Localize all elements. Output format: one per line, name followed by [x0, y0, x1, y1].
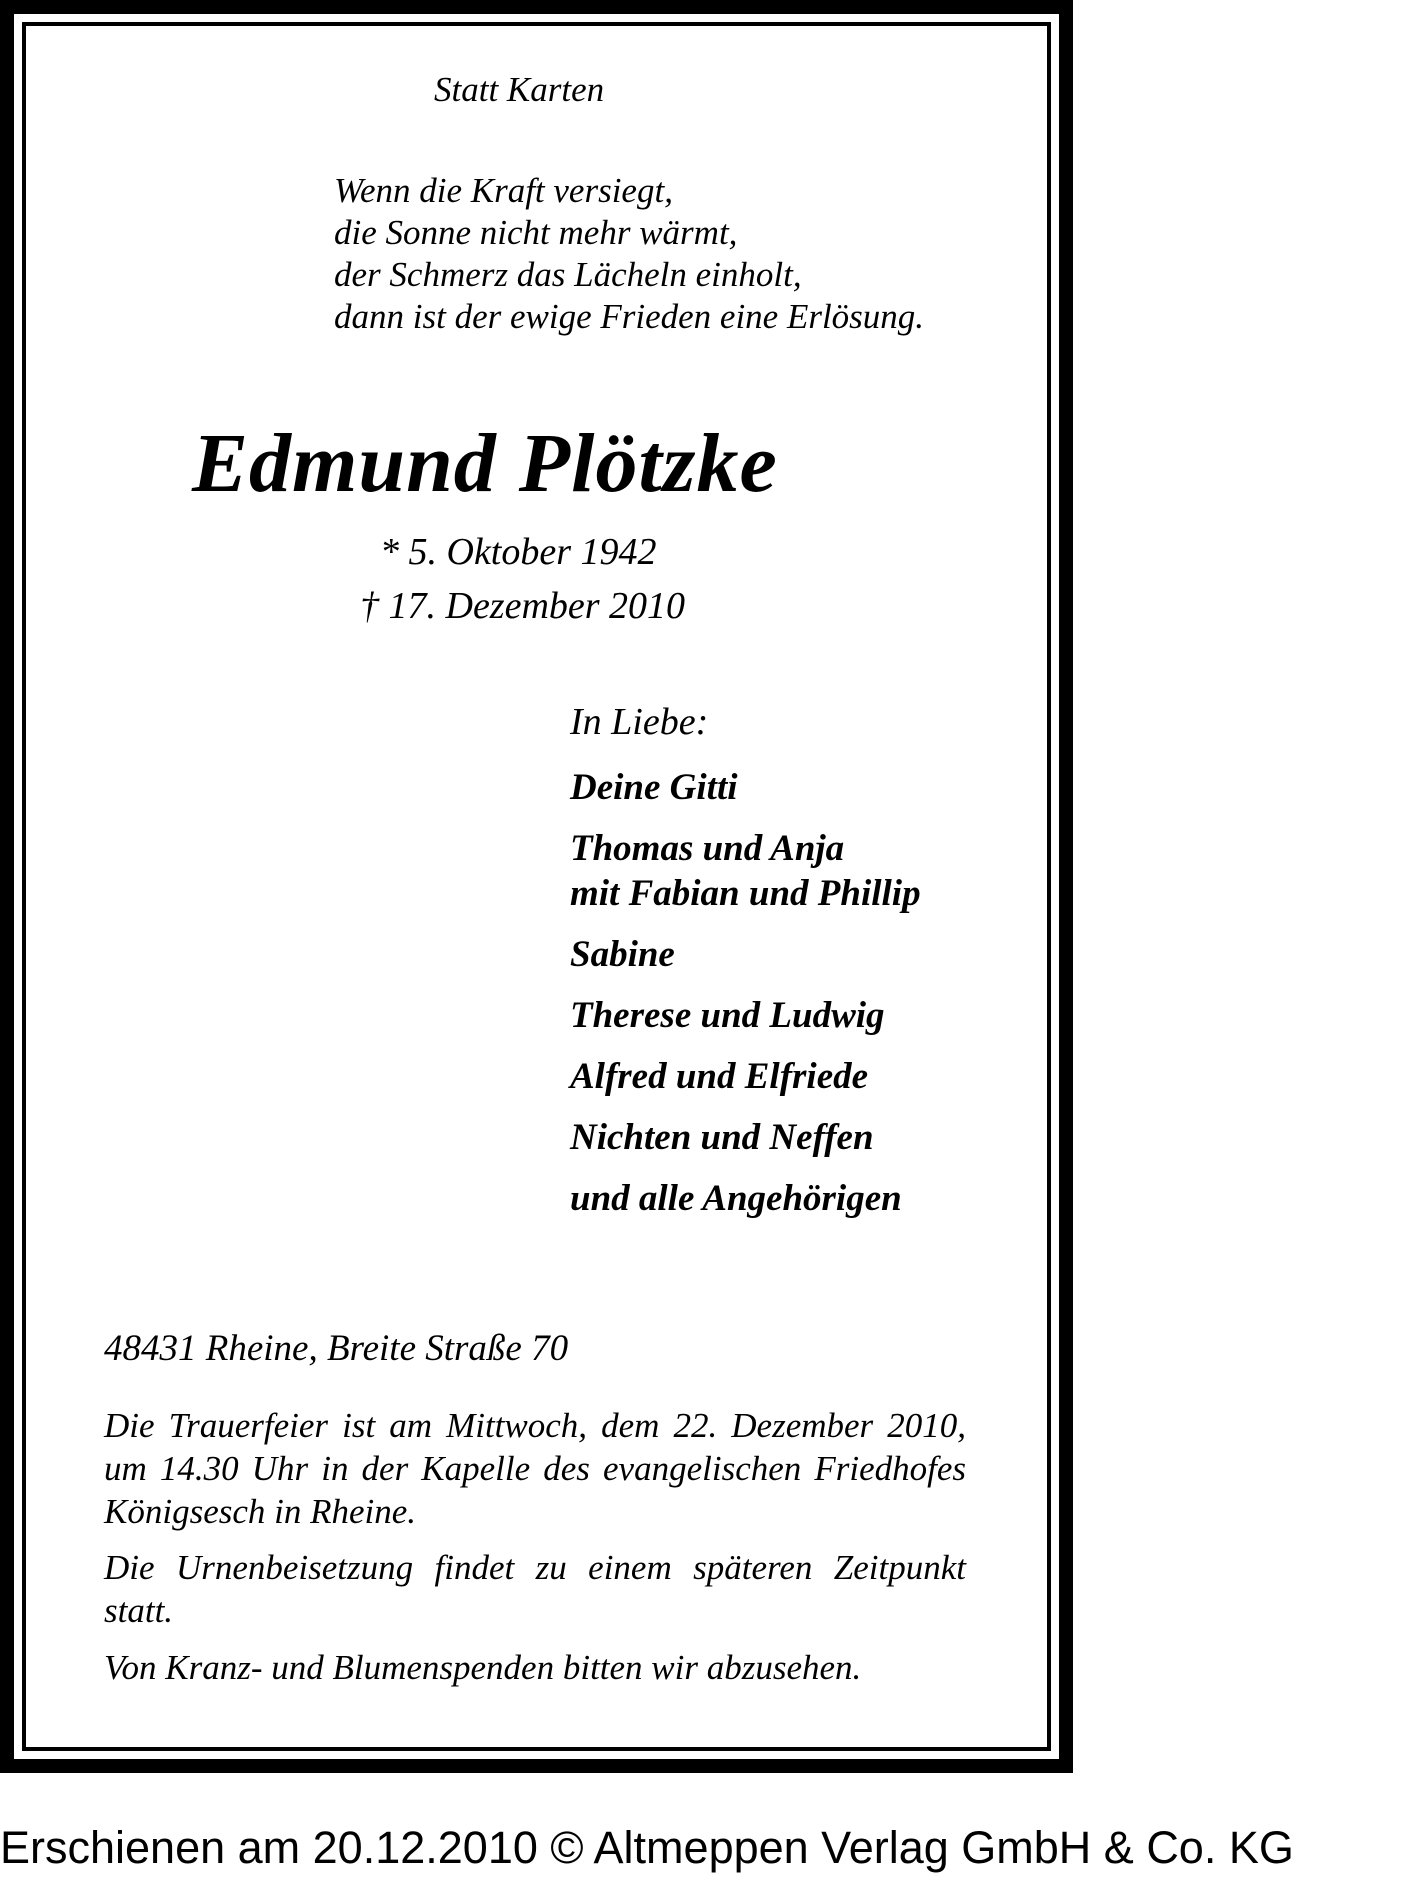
mourner-entry: mit Fabian und Phillip [570, 873, 921, 914]
poem-line: dann ist der ewige Frieden eine Erlösung. [334, 297, 925, 336]
death-date: † 17. Dezember 2010 [360, 585, 686, 627]
mourner-entry: Deine Gitti [570, 767, 738, 808]
poem-line: der Schmerz das Lächeln einholt, [334, 255, 802, 294]
mourners-list [570, 765, 921, 1221]
poem-line: Wenn die Kraft versiegt, [334, 171, 673, 210]
poem-line: die Sonne nicht mehr wärmt, [334, 213, 738, 252]
mourner-entry: Thomas und Anja [570, 828, 845, 869]
mourners-intro: In Liebe: [570, 701, 709, 743]
mourner-entry: Nichten und Neffen [570, 1117, 874, 1158]
mourner-entry: Therese und Ludwig [570, 995, 885, 1036]
mourner-entry: Alfred und Elfriede [570, 1056, 869, 1097]
flowers-request: Von Kranz- und Blumenspenden bitten wir abzusehen. [104, 1648, 862, 1687]
poem [334, 170, 924, 338]
deceased-name: Edmund Plötzke [192, 417, 778, 510]
mourner-entry: Sabine [570, 934, 675, 975]
birth-date: * 5. Oktober 1942 [380, 531, 657, 573]
publication-credit: Erschienen am 20.12.2010 © Altmeppen Verlag GmbH & Co. KG [0, 1822, 1294, 1873]
notice-header: Statt Karten [434, 70, 605, 109]
mourner-entry: und alle Angehörigen [570, 1178, 902, 1219]
family-address: 48431 Rheine, Breite Straße 70 [104, 1328, 569, 1369]
funeral-service-info: Die Trauerfeier ist am Mittwoch, dem 22. Dezember 2010, um 14.30 Uhr in der Kapelle des evangelischen Friedhofes Königsesch in Rheine. [104, 1406, 966, 1531]
urn-burial-info: Die Urnenbeisetzung findet zu einem späteren Zeitpunkt statt. [104, 1548, 966, 1630]
